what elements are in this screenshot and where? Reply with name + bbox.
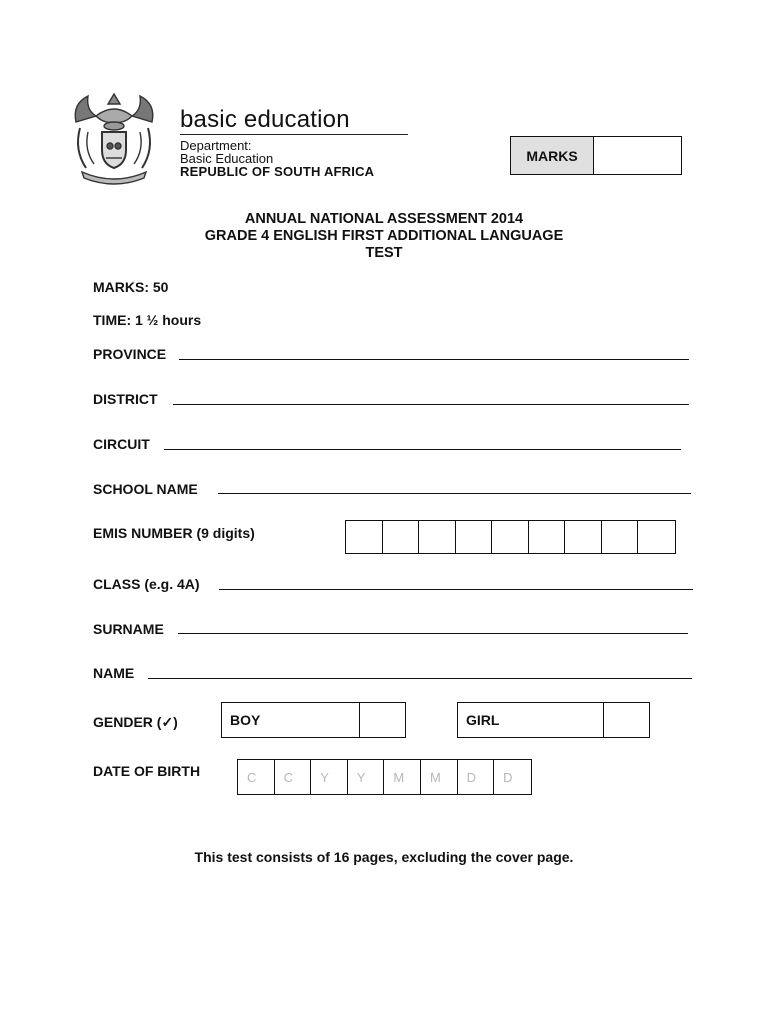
class-label: CLASS (e.g. 4A) [93,576,200,592]
date-of-birth-boxes [237,759,532,795]
gender-boy-checkbox[interactable] [360,703,405,737]
circuit-input-line[interactable] [164,449,681,450]
name-input-line[interactable] [148,678,692,679]
emis-digit-box[interactable] [565,521,602,553]
circuit-label: CIRCUIT [93,436,150,452]
emis-digit-box[interactable] [492,521,529,553]
title-test: TEST [365,245,403,261]
gender-boy-box [221,702,406,738]
marks-box-label: MARKS [511,137,594,174]
dob-year-box[interactable]: Y [348,760,385,794]
emis-digit-box[interactable] [346,521,383,553]
gender-girl-checkbox[interactable] [604,703,649,737]
dob-month-box[interactable]: M [384,760,421,794]
department-label: Department: [180,138,252,153]
gender-boy-label: BOY [222,703,360,737]
emis-digit-box[interactable] [638,521,675,553]
dob-century-box[interactable]: C [238,760,275,794]
gender-girl-box [457,702,650,738]
country-name: REPUBLIC OF SOUTH AFRICA [180,164,375,179]
gender-label: GENDER (✓) [93,714,178,730]
emis-digit-box[interactable] [529,521,566,553]
dob-century-box[interactable]: C [275,760,312,794]
emis-label: EMIS NUMBER (9 digits) [93,525,255,541]
emis-digit-box[interactable] [602,521,639,553]
province-label: PROVINCE [93,346,167,362]
gender-girl-label: GIRL [458,703,604,737]
emis-digit-box[interactable] [383,521,420,553]
province-input-line[interactable] [179,359,689,360]
surname-input-line[interactable] [178,633,688,634]
department-name: Basic Education [180,151,274,166]
surname-label: SURNAME [93,621,164,637]
school-name-input-line[interactable] [218,493,691,494]
district-input-line[interactable] [173,404,689,405]
dob-year-box[interactable]: Y [311,760,348,794]
school-name-label: SCHOOL NAME [93,481,198,497]
time-allowed: TIME: 1 ½ hours [93,312,202,328]
emis-digit-boxes [345,520,676,554]
dob-month-box[interactable]: M [421,760,458,794]
emis-digit-box[interactable] [456,521,493,553]
class-input-line[interactable] [219,589,693,590]
emis-digit-box[interactable] [419,521,456,553]
brand-title: basic education [180,106,350,133]
brand-divider [180,134,408,135]
title-assessment: ANNUAL NATIONAL ASSESSMENT 2014 [244,211,524,227]
page-count-note: This test consists of 16 pages, excluding the cover page. [194,849,574,865]
marks-box-value[interactable] [594,137,681,174]
marks-box [510,136,682,175]
district-label: DISTRICT [93,391,158,407]
dob-day-box[interactable]: D [458,760,495,794]
coat-of-arms-logo [66,88,162,188]
dob-day-box[interactable]: D [503,770,513,785]
marks-total: MARKS: 50 [93,279,169,295]
name-label: NAME [93,665,135,681]
date-of-birth-label: DATE OF BIRTH [93,763,201,779]
title-grade: GRADE 4 ENGLISH FIRST ADDITIONAL LANGUAGE [204,228,564,244]
